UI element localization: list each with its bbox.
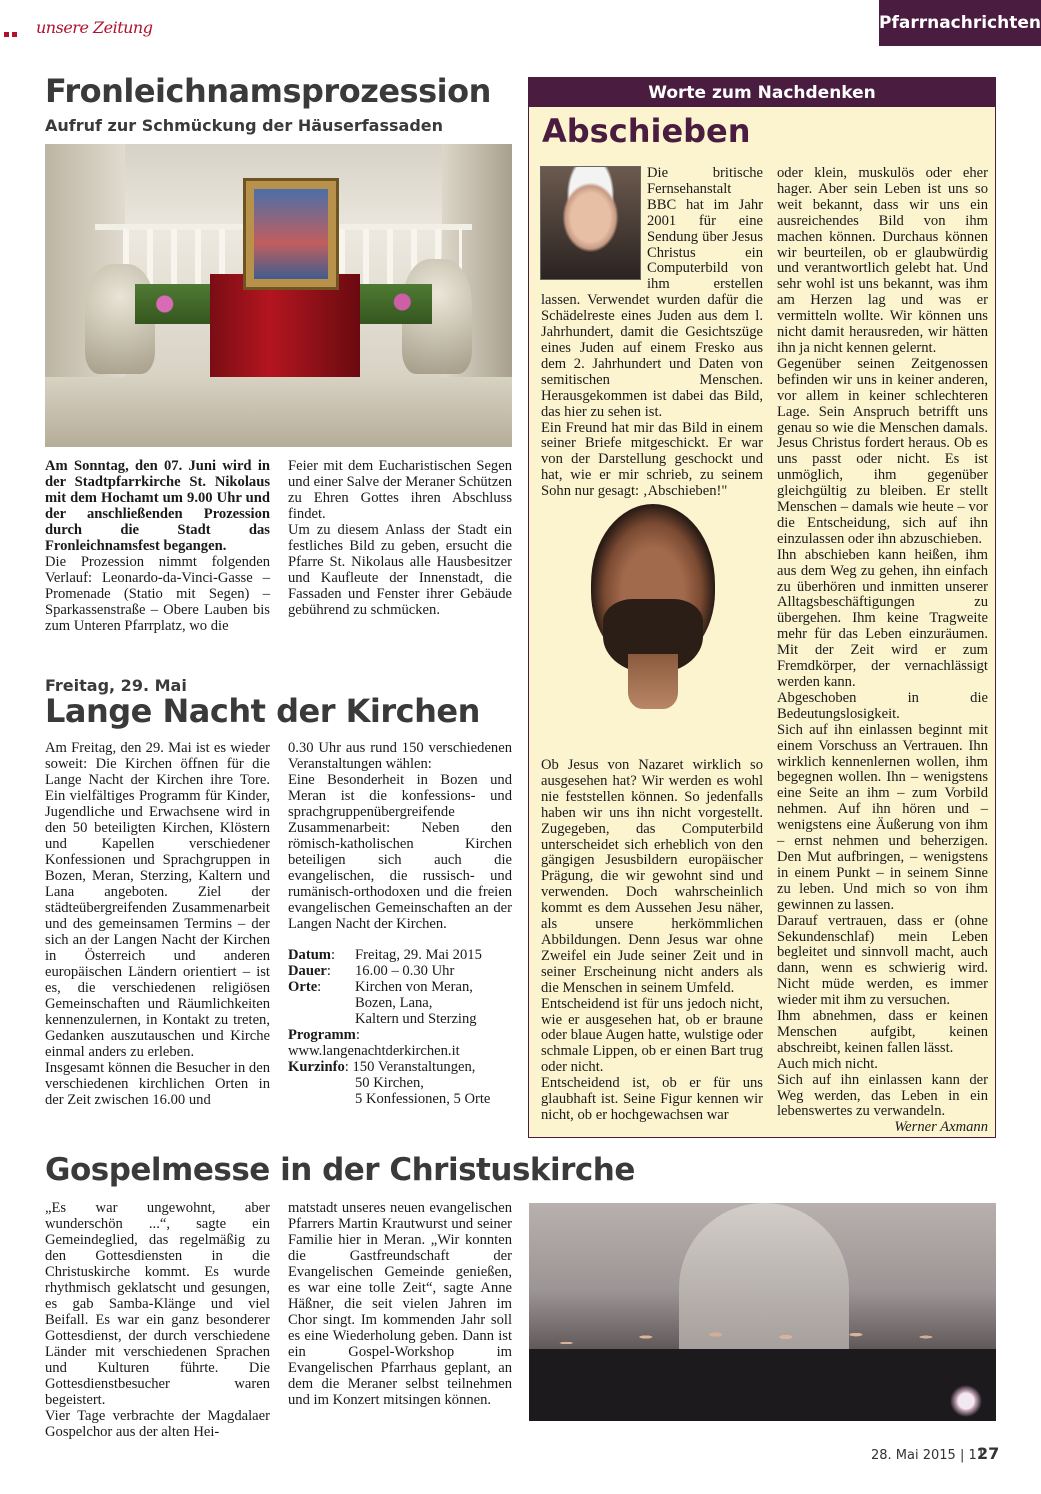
sidebar-p1: Die britische Fernsehanstalt BBC hat im Jahr 2001 für eine Sendung über Jesus Christus ein Computerbild von ihm erstellen lassen. Verwendet wurden dafür die Schädelreste eines Juden aus dem l. Jahrhundert, damit die Gesichtszüge eines Juden auf einem Fresko aus dem 2. Jahrhundert und Daten von semitischen Menschen. Herausgekommen ist dabei das Bild, das hier zu sehen ist. <box>541 165 763 420</box>
page-number: 27 <box>977 1444 1000 1463</box>
balcony-photo <box>45 144 512 447</box>
sidebar-p2: Ein Freund hat mir das Bild in einem seiner Briefe mitgeschickt. Er war von der Darstellung geschockt und hat, wie er mir schrieb, zu seinem Sohn nur gesagt: ‚Abschieben!" <box>541 419 763 500</box>
sidebar-p5: Entscheidend ist, ob er für uns glaubhaft ist. Seine Figur kennen wir nicht, ob er hochgewachsen war <box>541 1075 763 1123</box>
article1-body1: Die Prozession nimmt folgenden Verlauf: Leonardo-da-Vinci-Gasse – Promenade (Statio mit Segen) – Sparkassenstraße – Obere Lauben bis zum Unteren Pfarrplatz, wo die <box>45 554 270 634</box>
sidebar-p11: Darauf vertrauen, dass er (ohne Sekundenschlaf) mein Leben begleitet und sinnvoll macht, auch dann, wenn es schwierig wird. Nicht müde werden, es immer wieder mit ihm zu versuchen. <box>777 912 988 1009</box>
article2-body4: Eine Besonderheit in Bozen und Meran ist die konfessions- und sprachgruppenübergreifende Zusammenarbeit: Neben den römisch-katholischen Kirchen beteiligen sich auch die evangelischen, die russisch- und rumänisch-orthodoxen und die freien evangelischen Gemeinschaften an der Langen Nacht der Kirchen. <box>288 772 512 932</box>
sidebar-p4: Entscheidend ist für uns jedoch nicht, wie er ausgesehen hat, ob er braune oder blaue Augen hatte, wulstige oder schmale Lippen, ob er einen Bart trug oder nicht. <box>541 995 763 1076</box>
sacred-heart-painting <box>243 178 339 290</box>
kurzinfo-value-1: 150 Veranstaltungen, <box>352 1059 476 1075</box>
flower-arrangement <box>936 1381 996 1421</box>
sidebar-col1-top <box>541 166 763 500</box>
article3-body3: matstadt unseres neuen evangelischen Pfarrers Martin Krautwurst und seiner Familie hier in Meran. „Wir konnten die Gastfreundschaft der Evangelischen Gemeinde genießen, es war eine tolle Zeit“, sagte Anne Häßner, die seit vielen Jahren im Chor singt. Im kommenden Jahr soll es eine Wiederholung geben. Dann ist ein Gospel-Workshop im Evangelischen Pfarrhaus geplant, an dem die Meraner selbst teilnehmen und im Konzert mitsingen können. <box>288 1200 512 1408</box>
article1-body2: Feier mit dem Eucharistischen Segen und einer Salve der Meraner Schützen zu Ehren Gottes ihren Abschluss findet. <box>288 458 512 522</box>
article3-col2 <box>288 1200 512 1408</box>
sidebar-p6: oder klein, muskulös oder eher hager. Aber sein Leben ist uns so weit bekannt, dass wir uns ein ausreichendes Bild von ihm machen können. Durchaus können wir beurteilen, ob er glaubwürdig und verantwortlich gelebt hat. Und sehr wohl ist uns bekannt, was ihm am Herzen lag und was er vermitteln wollte. Wir können uns nicht damit herausreden, wir hätten ihn ja nicht kennen gelernt. <box>777 165 988 356</box>
kurzinfo-value-3: 5 Konfessionen, 5 Orte <box>355 1091 491 1107</box>
orte-label: Orte <box>288 979 318 995</box>
masthead-logo: unsere Zeitung <box>36 18 153 37</box>
footer-date: 28. Mai 2015 | 11 <box>871 1448 986 1463</box>
sidebar-col1-bottom <box>541 758 763 1124</box>
masthead-marks <box>4 24 20 42</box>
orte-value-2: Bozen, Lana, <box>355 995 433 1011</box>
dauer-label: Dauer <box>288 963 327 979</box>
event-info: Datum: Freitag, 29. Mai 2015 Dauer: 16.00 – 0.30 Uhr Orte: Kirchen von Meran, Bozen, Lana, Kaltern und Sterzing Programm: www.langenachtderkirchen.it Kurzinfo: 150 Veranstaltungen, 50 Kirchen, 5 Konfessionen, 5 Orte <box>288 947 512 1107</box>
article2-body2: Insgesamt können die Besucher in den verschiedenen kirchlichen Orten in der Zeit zwischen 16.00 und <box>45 1060 270 1108</box>
sidebar-p8: Ihn abschieben kann heißen, ihm aus dem Weg zu gehen, ihn einfach zu überhören und inmitten unserer Alltagsbeschäftigungen zu übergehen. Ihm keine Tragweite mehr für das Leben einzuräumen. Mit der Zeit wird er zum Fremdkörper, der vernachlässigt werden kann. <box>777 546 988 690</box>
programm-label: Programm <box>288 1027 356 1043</box>
sidebar-p10: Sich auf ihn einlassen beginnt mit einem Vorschuss an Vertrauen. Ihn wirklich kennenlernen wollen, ihm begegnen wollen. Ihn – wenigstens eine Seite an ihm – zum Vorbild nehmen. Auf ihn hören und – wenigstens eine Äußerung von ihm – ernst nehmen und beherzigen. Den Mut aufbringen, – wenigstens in einem Punkt – in seinem Sinne zu leben. Und mich so von ihm gewinnen zu lassen. <box>777 721 988 913</box>
programm-link[interactable]: www.langenachtderkirchen.it <box>288 1043 460 1059</box>
sidebar-p7: Gegenüber seinen Zeitgenossen befinden wir uns in keiner anderen, vor allem in keiner schlechteren Lage. Sein Anspruch betrifft uns genau so wie die Menschen damals. Jesus Christus fordert heraus. Ob es uns passt oder nicht. Es ist unmöglich, ihm gegenüber gleichgültig zu bleiben. Er stellt Menschen – damals wie heute – vor die Entscheidung, sich auf ihn einzulassen oder ihn abzuschieben. <box>777 355 988 547</box>
sidebar-col2 <box>777 166 988 1136</box>
article1-lead: Am Sonntag, den 07. Juni wird in der Stadtpfarrkirche St. Nikolaus mit dem Hochamt um 9.00 Uhr und der anschließenden Prozession durch die Stadt das Fronleichnamsfest begangen. <box>45 458 270 554</box>
sidebar-p13: Auch mich nicht. <box>777 1055 878 1072</box>
sidebar-header: Worte zum Nachdenken <box>529 78 995 107</box>
article3-title: Gospelmesse in der Christuskirche <box>45 1152 635 1188</box>
article3-body2: Vier Tage verbrachte der Magdalaer Gospelchor aus der alten Hei- <box>45 1408 270 1440</box>
article1-title: Fronleichnamsprozession <box>45 72 491 110</box>
article2-col2 <box>288 740 512 932</box>
article2-body3: 0.30 Uhr aus rund 150 verschiedenen Veranstaltungen wählen: <box>288 740 512 772</box>
choir-photo <box>529 1203 996 1421</box>
article2-col1 <box>45 740 270 1108</box>
sidebar-p3: Ob Jesus von Nazaret wirklich so ausgesehen hat? Wir werden es wohl nie feststellen können. So jedenfalls haben wir uns ihn nicht vorgestellt. Zugegeben, das Computerbild unterscheidet sich erheblich von den gängigen Jesusbildern europäischer Prägung, die wir gewohnt sind und verwenden. Doch wahrscheinlich kommt es dem Aussehen Jesu näher, als unsere herkömmlichen Abbildungen. Denn Jesus war ohne Zweifel ein Jude seiner Zeit und in seiner Erscheinung nicht anders als die Menschen in seinem Umfeld. <box>541 757 763 996</box>
article3-body1: „Es war ungewohnt, aber wunderschön ...“, sagte ein Gemeindeglied, das regelmäßig zu den Gottesdiensten in die Christuskirche kommt. Es wurde rhythmisch geklatscht und gesungen, es gab Samba-Klänge und viel Beifall. Es war ein ganz besonderer Gottesdienst, der durch verschiedene Länder mit verschiedenen Sprachen und Kulturen führte. Die Gottesdienstbesucher waren begeistert. <box>45 1200 270 1408</box>
article1-body3: Um zu diesem Anlass der Stadt ein festliches Bild zu geben, ersucht die Pfarre St. Nikolaus alle Hausbesitzer und Kaufleute der Innenstadt, die Fassaden und Fenster ihrer Gebäude gebührend zu schmücken. <box>288 522 512 618</box>
orte-value-3: Kaltern und Sterzing <box>355 1011 477 1027</box>
article1-col1 <box>45 458 270 634</box>
author-signature: Werner Axmann <box>894 1119 988 1136</box>
datum-value: Freitag, 29. Mai 2015 <box>355 947 482 963</box>
article1-subtitle: Aufruf zur Schmückung der Häuserfassaden <box>45 116 444 135</box>
dauer-value: 16.00 – 0.30 Uhr <box>355 963 455 979</box>
article3-col1 <box>45 1200 270 1440</box>
article2-body1: Am Freitag, den 29. Mai ist es wieder soweit: Die Kirchen öffnen für die Lange Nacht der Kirchen ihre Tore. Ein vielfältiges Programm für Kinder, Jugendliche und Erwachsene wird in den 50 beteiligten Kirchen, Klöstern und Kapellen verschiedener Konfessionen und Sprachgruppen in Bozen, Meran, Sterzing, Kaltern und Lana angeboten. Ziel der städteübergreifenden Zusammenarbeit und des gemeinsamen Termins – der sich an der Langen Nacht der Kirchen in Österreich und anderen europäischen Ländern orientiert – ist es, die verschiedenen religiösen Gemeinschaften und Räumlichkeiten kennenzulernen, in Kontakt zu treten, Gedanken auszutauschen und Kirche einmal anders zu erleben. <box>45 740 270 1060</box>
jesus-computer-image <box>573 504 733 709</box>
datum-label: Datum <box>288 947 331 963</box>
section-tab: Pfarrnachrichten <box>879 0 1041 46</box>
sidebar-p14: Sich auf ihn einlassen kann der Weg werden, das Leben in ein lebenswertes zu verwandeln. <box>777 1071 988 1120</box>
choir-singers <box>529 1301 996 1421</box>
orte-value-1: Kirchen von Meran, <box>355 979 473 995</box>
article1-col2 <box>288 458 512 618</box>
kurzinfo-label: Kurzinfo <box>288 1059 345 1075</box>
kurzinfo-value-2: 50 Kirchen, <box>355 1075 424 1091</box>
article2-title: Lange Nacht der Kirchen <box>45 692 480 730</box>
sidebar-title: Abschieben <box>542 112 751 150</box>
sidebar-p12: Ihm abnehmen, dass er keinen Menschen aufgibt, keinen abschreibt, keinen fallen lässt. <box>777 1008 988 1056</box>
sidebar-p9: Abgeschoben in die Bedeutungslosigkeit. <box>777 689 988 722</box>
article2-kicker: Freitag, 29. Mai <box>45 676 187 695</box>
